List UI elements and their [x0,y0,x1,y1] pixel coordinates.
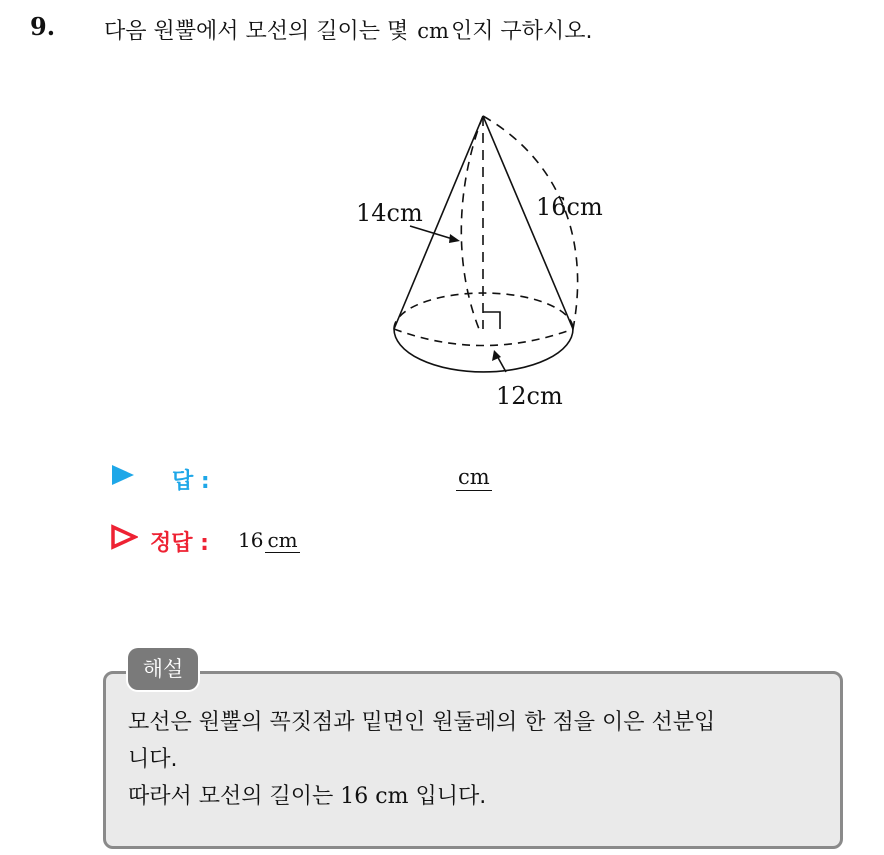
arrow-left-icon [449,234,460,243]
explanation-line-3 [128,778,834,815]
question-unit: cm [417,19,449,43]
explanation-tag: 해설 [128,648,198,690]
cone-base-front [394,329,573,372]
answer-blank-unit[interactable]: cm [458,465,490,489]
explanation-line-2: 니다. [128,747,178,772]
correct-answer-label: 정답 : [150,531,209,556]
question-text [104,14,592,45]
right-angle-mark [483,312,500,329]
correct-answer-row [110,524,298,556]
question-text-after: 인지 구하시오. [450,19,593,44]
cone-base-middle [394,329,573,346]
correct-answer-unit: cm [267,528,298,552]
cone-drawing [394,116,578,372]
explanation-line-3-before: 따라서 모선의 길이는 [128,784,334,809]
label-14cm: 14cm [356,199,423,227]
explanation-line-1: 모선은 원뿔의 꼭짓점과 밑면인 원둘레의 한 점을 이은 선분입 [128,710,716,735]
correct-answer-number: 16 [238,528,264,552]
answer-label: 답 : [172,469,210,494]
play-triangle-icon [110,463,136,487]
explanation-value: 16 [340,784,369,809]
label-16cm: 16cm [536,193,603,221]
explanation-text [128,704,834,815]
question-text-before: 다음 원뿔에서 모선의 길이는 몇 [104,19,409,44]
inner-dashed-curve [461,116,483,329]
outline-triangle-icon [110,524,138,550]
leader-left [410,226,456,240]
question-number: 9. [30,12,56,41]
explanation-unit: cm [375,784,409,809]
answer-row [110,462,490,494]
cone-figure [340,100,630,420]
label-12cm: 12cm [496,382,563,410]
correct-answer-value [238,528,300,552]
explanation-line-3-after: 입니다. [415,784,487,809]
